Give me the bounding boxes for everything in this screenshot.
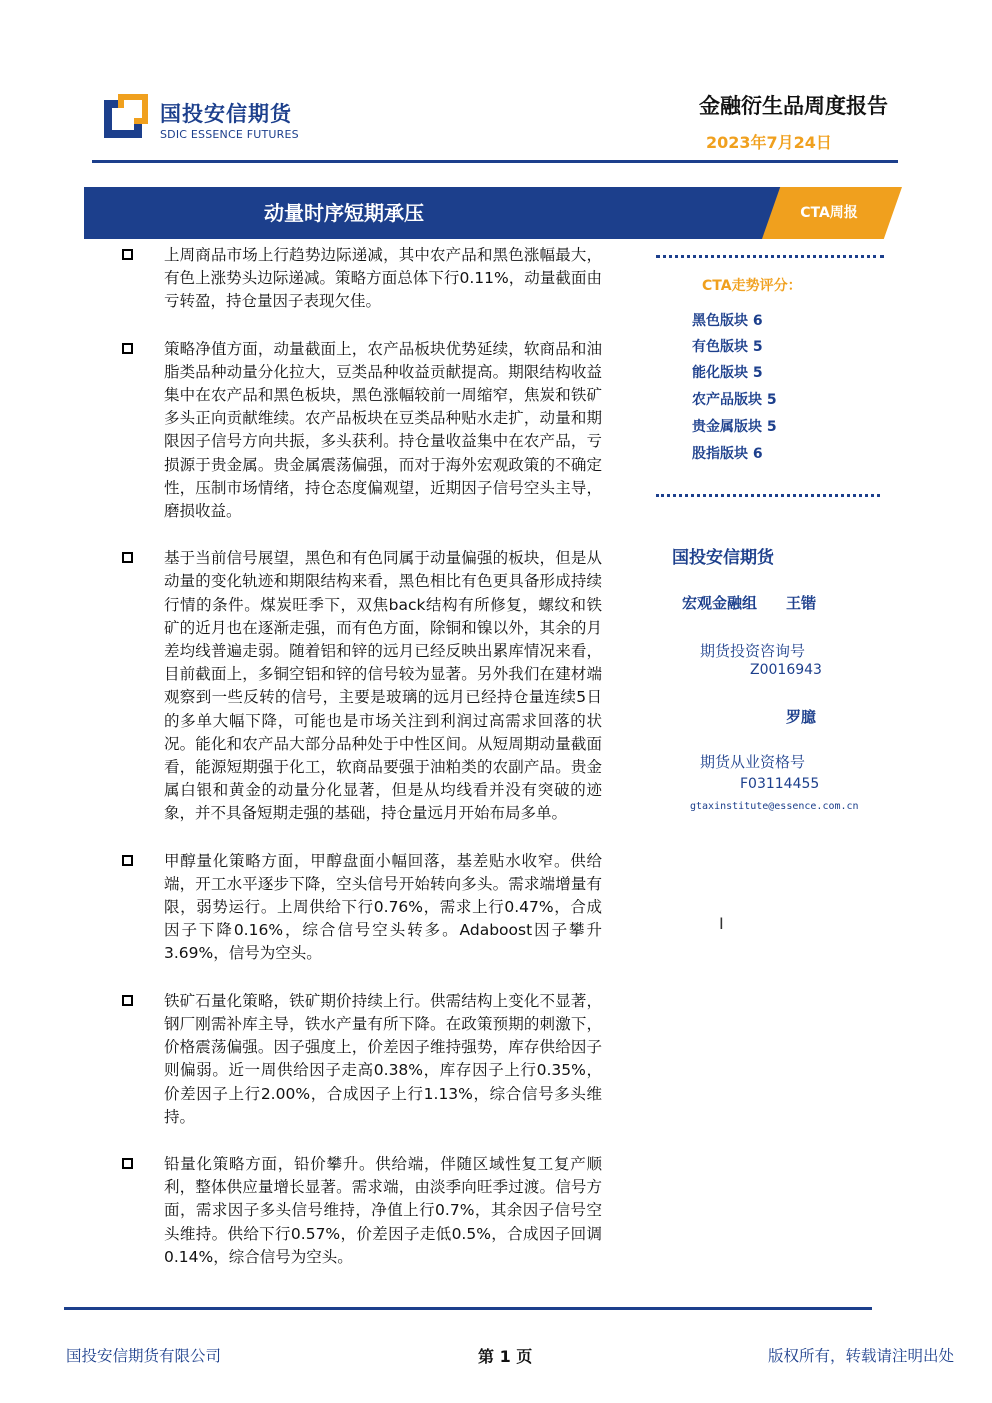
sidebar-dotted-divider <box>656 494 880 497</box>
qualification-id: F03114455 <box>740 776 820 792</box>
contact-email[interactable]: gtaxinstitute@essence.com.cn <box>690 801 859 812</box>
consult-id: Z0016943 <box>750 662 822 678</box>
square-bullet-icon <box>122 995 133 1006</box>
bullet-item <box>122 990 602 1129</box>
brand-name-en: SDIC ESSENCE FUTURES <box>160 128 299 141</box>
sdic-logo-icon <box>104 94 148 138</box>
square-bullet-icon <box>122 552 133 563</box>
score-item: 农产品版块 5 <box>692 392 777 408</box>
bullet-item <box>122 850 602 966</box>
analyst-name: 罗臆 <box>786 708 817 726</box>
bullet-item <box>122 547 602 825</box>
analyst-name: 王锴 <box>786 594 817 612</box>
bullet-item <box>122 1153 602 1269</box>
square-bullet-icon <box>122 249 133 260</box>
sidebar-dotted-divider <box>656 255 884 258</box>
brand-name-cn: 国投安信期货 <box>160 102 292 126</box>
team-name: 宏观金融组 <box>682 594 758 612</box>
cta-score-title: CTA走势评分： <box>702 278 802 294</box>
bullet-text: 策略净值方面，动量截面上，农产品板块优势延续，软商品和油脂类品种动量分化拉大，豆类品种收益贡献提高。期限结构收益集中在农产品和黑色板块，黑色涨幅较前一周缩窄，焦炭和铁矿多头正向贡献维续。农产品板块在豆类品种贴水走扩，动量和期限因子信号方向共振，多头获利。持仓量收益集中在农产品，亏损源于贵金属。贵金属震荡偏强，而对于海外宏观政策的不确定性，压制市场情绪，持仓态度偏观望，近期因子信号空头主导，磨损收益。 <box>164 339 602 521</box>
score-item: 黑色版块 6 <box>692 313 763 329</box>
report-title: 金融衍生品周度报告 <box>699 94 888 118</box>
bullet-text: 甲醇量化策略方面，甲醇盘面小幅回落，基差贴水收窄。供给端，开工水平逐步下降，空头信号开始转向多头。需求端增量有限，弱势运行。上周供给下行0.76%，需求上行0.47%，合成因子下降0.16%，综合信号空头转多。Adaboost因子攀升3.69%，信号为空头。 <box>164 851 602 963</box>
report-date: 2023年7月24日 <box>706 133 832 152</box>
banner-tag: CTA周报 <box>800 205 858 221</box>
sidebar-company: 国投安信期货 <box>672 548 774 568</box>
score-item: 贵金属版块 5 <box>692 419 777 435</box>
qualification-label: 期货从业资格号 <box>700 753 806 771</box>
summary-bullets <box>122 244 602 1293</box>
title-banner <box>84 187 902 239</box>
bullet-text: 铁矿石量化策略，铁矿期价持续上行。供需结构上变化不显著，钢厂刚需补库主导，铁水产量有所下降。在政策预期的刺激下，价格震荡偏强。因子强度上，价差因子维持强势，库存供给因子则偏弱。近一周供给因子走高0.38%，库存因子上行0.35%，价差因子上行2.00%，合成因子上行1.13%，综合信号多头维持。 <box>164 991 602 1126</box>
header-divider <box>92 160 898 163</box>
score-item: 能化版块 5 <box>692 365 763 381</box>
consult-label: 期货投资咨询号 <box>700 642 806 660</box>
copyright-notice: 版权所有，转载请注明出处 <box>767 1347 954 1365</box>
bullet-text: 铅量化策略方面，铅价攀升。供给端，伴随区域性复工复产顺利，整体供应量增长显著。需求端，由淡季向旺季过渡。信号方面，需求因子多头信号维持，净值上行0.7%，其余因子信号空头维持。供给下行0.57%，价差因子走低0.5%，合成因子回调0.14%，综合信号为空头。 <box>164 1154 602 1266</box>
page-number: 第 1 页 <box>478 1347 533 1366</box>
square-bullet-icon <box>122 343 133 354</box>
square-bullet-icon <box>122 855 133 866</box>
bullet-text: 基于当前信号展望，黑色和有色同属于动量偏强的板块，但是从动量的变化轨迹和期限结构来看，黑色相比有色更具备形成持续行情的条件。煤炭旺季下，双焦back结构有所修复，螺纹和铁矿的近月也在逐渐走强，而有色方面，除铜和镍以外，其余的月差均线普遍走弱。随着铝和锌的远月已经反映出累库情况来看，目前截面上，多铜空铝和锌的信号较为显著。另外我们在建材端观察到一些反转的信号，主要是玻璃的远月已经持仓量连续5日的多单大幅下降，可能也是市场关注到利润过高需求回落的状况。能化和农产品大部分品种处于中性区间。从短周期动量截面看，能源短期强于化工，软商品要强于油粕类的农副产品。贵金属白银和黄金的动量分化显著，但是从均线看并没有突破的迹象，并不具备短期走强的基础，持仓量远月开始布局多单。 <box>164 549 602 823</box>
footer-company: 国投安信期货有限公司 <box>66 1347 222 1365</box>
banner-title: 动量时序短期承压 <box>264 201 424 225</box>
score-item: 有色版块 5 <box>692 339 763 355</box>
square-bullet-icon <box>122 1158 133 1169</box>
bullet-item <box>122 244 602 314</box>
footer-divider <box>64 1307 872 1310</box>
bullet-item <box>122 338 602 524</box>
text-cursor-icon: I <box>719 914 724 933</box>
score-item: 股指版块 6 <box>692 446 763 462</box>
bullet-text: 上周商品市场上行趋势边际递减，其中农产品和黑色涨幅最大，有色上涨势头边际递减。策略方面总体下行0.11%，动量截面由亏转盈，持仓量因子表现欠佳。 <box>164 246 602 311</box>
